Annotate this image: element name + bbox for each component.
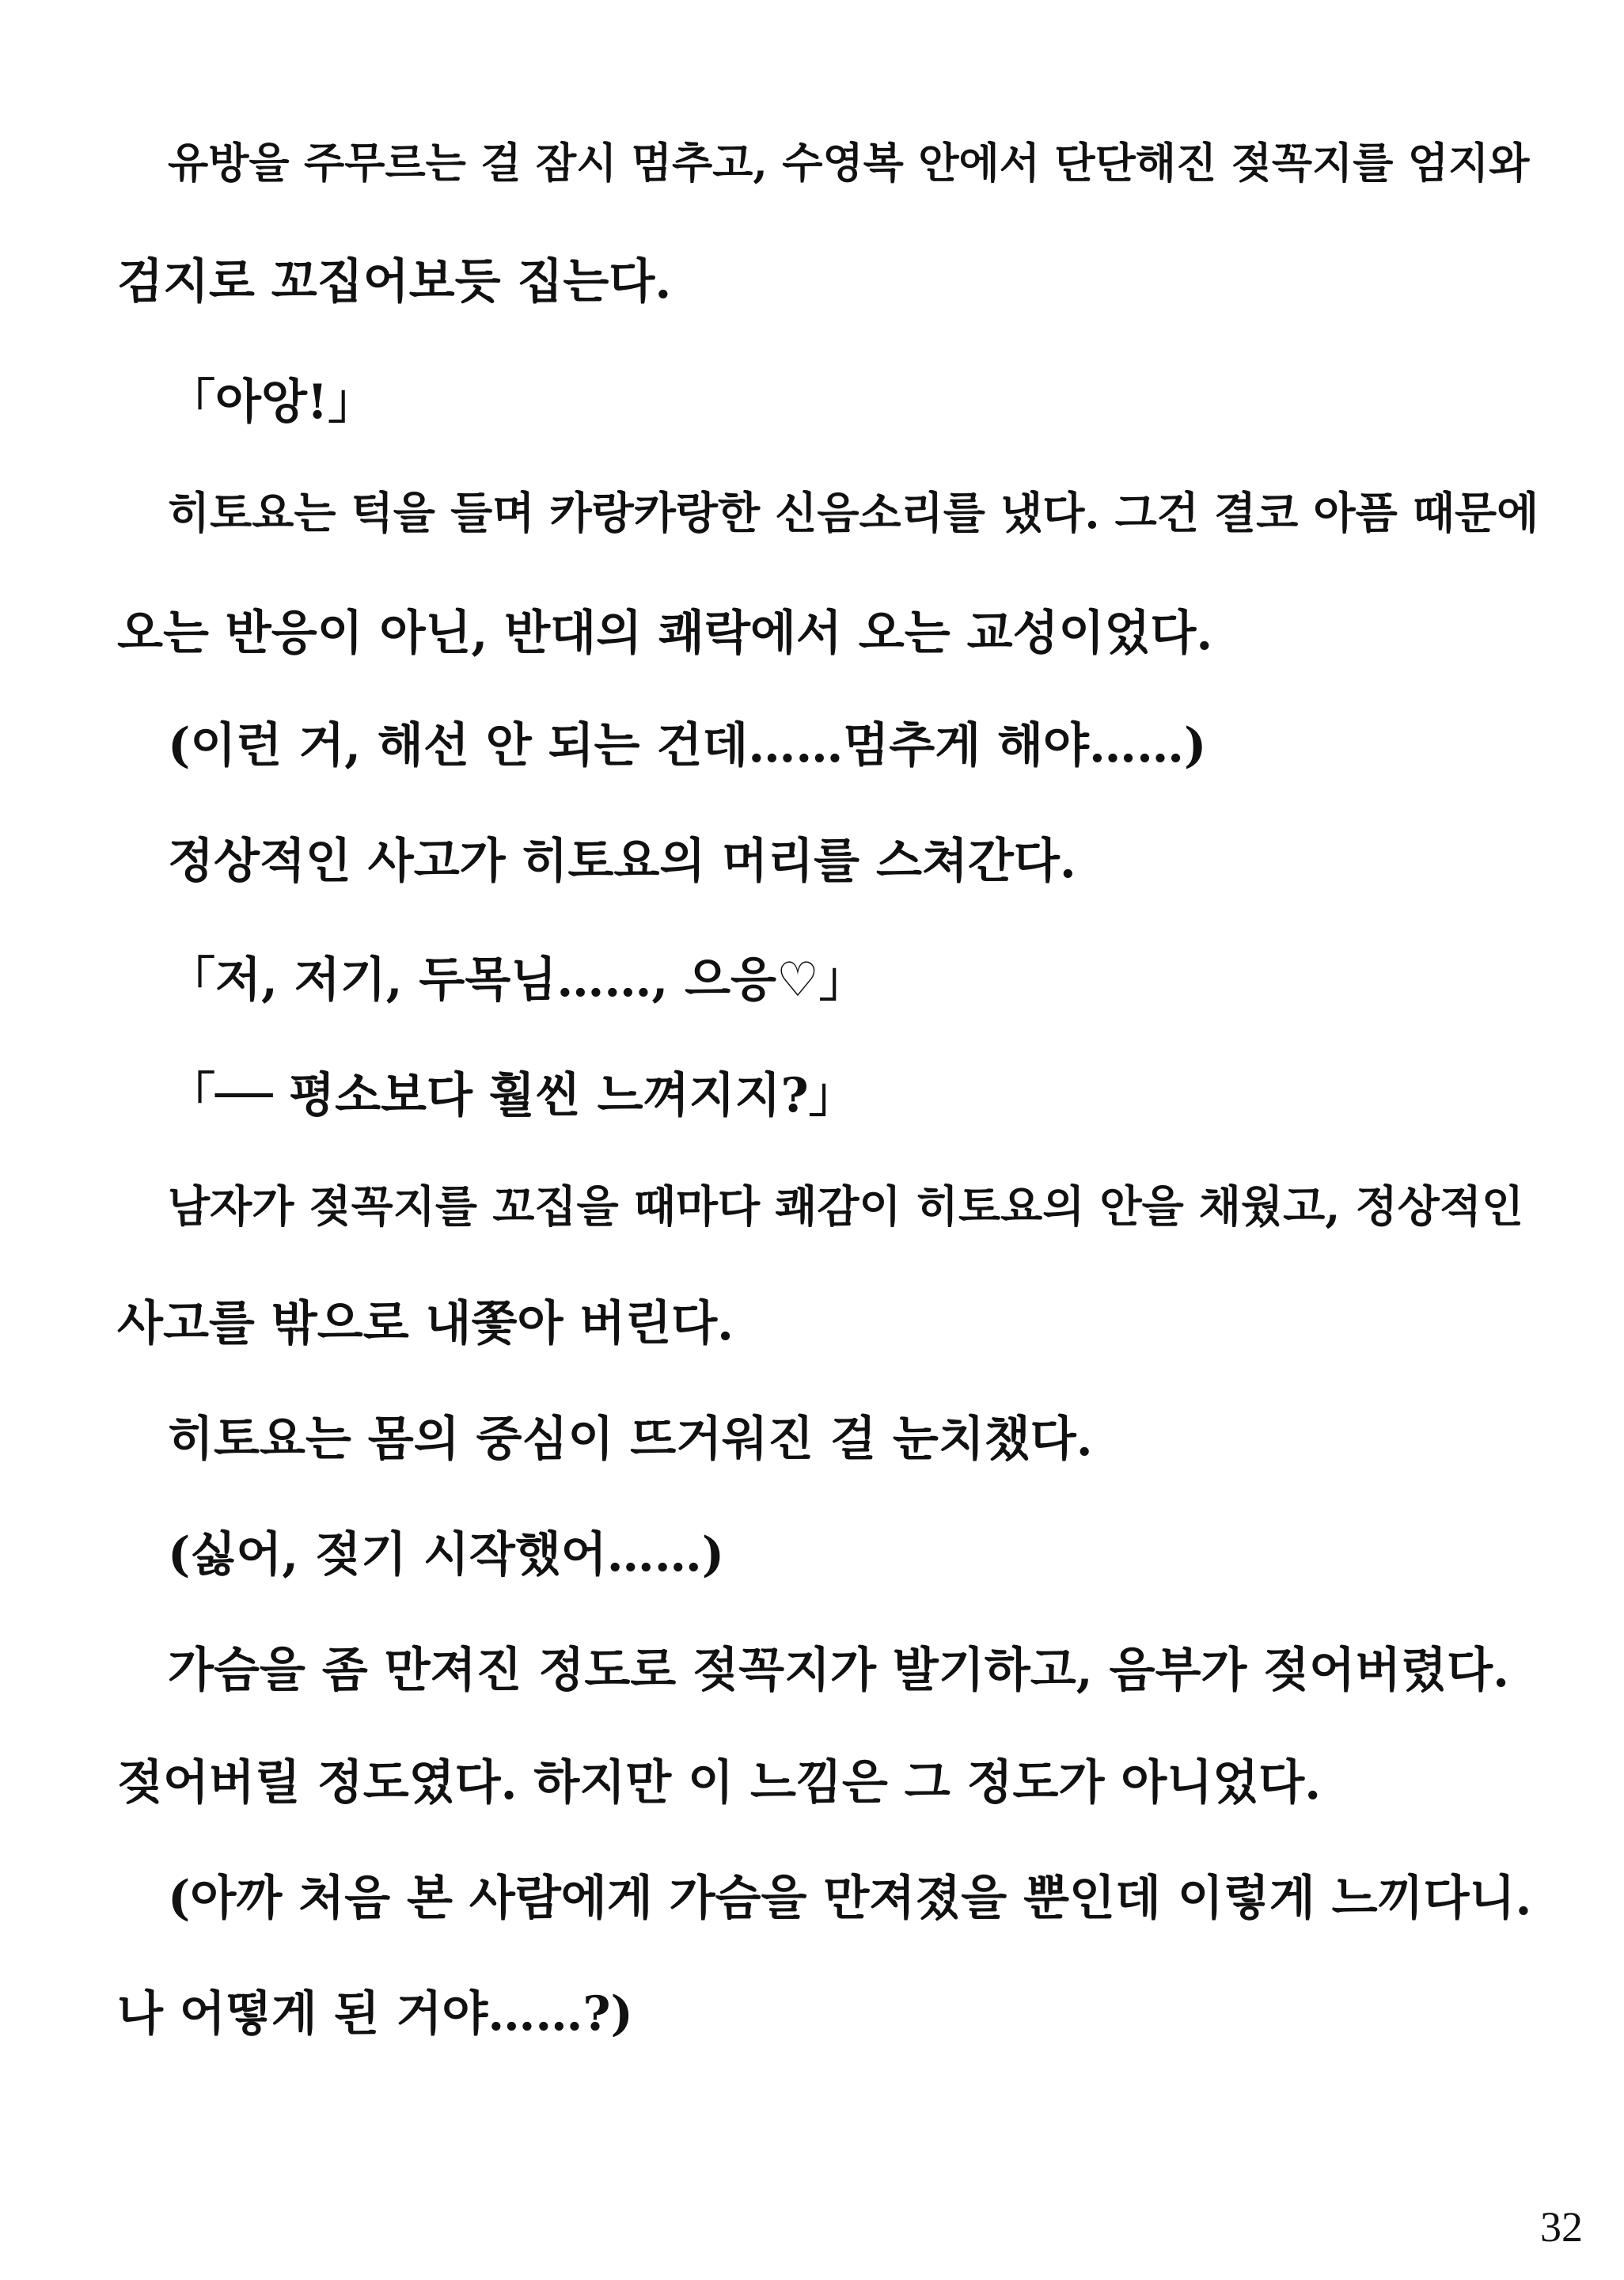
page-number: 32 <box>1540 2203 1583 2251</box>
text-line: 사고를 밖으로 내쫓아 버린다. <box>117 1296 734 1351</box>
text-line: 유방을 주무르는 걸 잠시 멈추고, 수영복 안에서 단단해진 젖꼭지를 엄지와 <box>168 139 1530 188</box>
text-line: 나 어떻게 된 거야……?) <box>117 1986 633 2042</box>
text-line: 정상적인 사고가 히토요의 머리를 스쳐간다. <box>168 834 1076 889</box>
text-line: 히토요는 턱을 들며 카랑카랑한 신음소리를 냈다. 그건 결코 아픔 때문에 <box>168 487 1539 538</box>
text-line: 「── 평소보다 훨씬 느껴지지?」 <box>168 1068 856 1123</box>
text-line: 히토요는 몸의 중심이 뜨거워진 걸 눈치챘다. <box>168 1412 1093 1467</box>
text-line: (이런 거, 해선 안 되는 건데……멈추게 해야……) <box>168 718 1207 773</box>
text-line: (싫어, 젖기 시작했어……) <box>168 1527 725 1583</box>
text-line: 가슴을 좀 만져진 정도로 젖꼭지가 발기하고, 음부가 젖어버렸다. <box>168 1643 1509 1698</box>
text-line: 오는 반응이 아닌, 반대의 쾌락에서 오는 교성이었다. <box>117 606 1213 661</box>
text-line: 「저, 저기, 두목님……, 으응♡」 <box>168 952 867 1008</box>
text-line: 「아앙!」 <box>168 374 376 430</box>
text-line: (아까 처음 본 사람에게 가슴을 만져졌을 뿐인데 이렇게 느끼다니. <box>168 1871 1532 1926</box>
text-line: 남자가 젖꼭지를 꼬집을 때마다 쾌감이 히토요의 안을 채웠고, 정상적인 <box>168 1180 1524 1232</box>
text-line: 검지로 꼬집어보듯 집는다. <box>117 254 672 310</box>
text-line: 젖어버릴 정도였다. 하지만 이 느낌은 그 정도가 아니었다. <box>117 1755 1322 1811</box>
